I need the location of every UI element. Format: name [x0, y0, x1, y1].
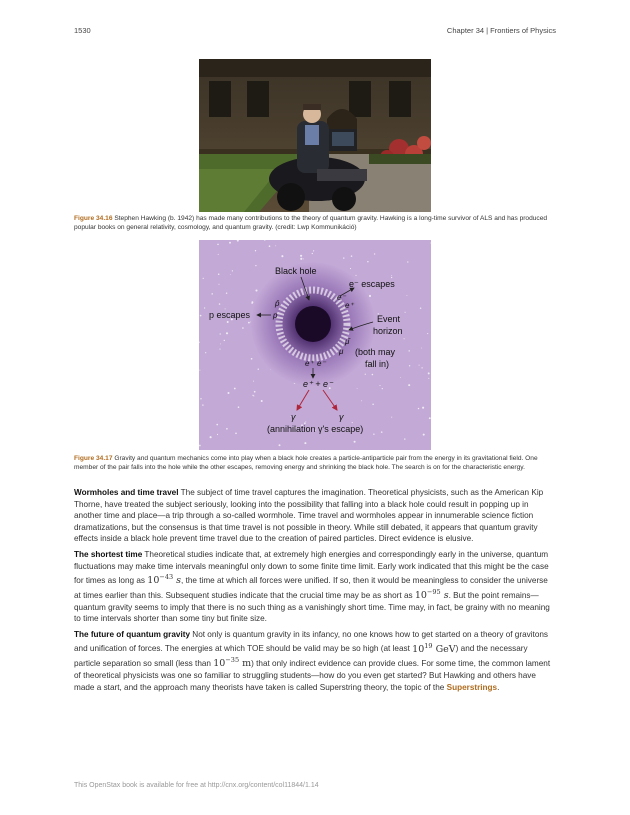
math-length: $10^{-35}$ m: [213, 656, 252, 670]
text-shortest-3: . But the point remains—quantum gravity seems to imply that there is no such thing as a vanishingly short time. Time may, in fact, be grainy with no meaning to time intervals shorter than some tiny but finite size.: [74, 591, 550, 624]
label-event: Event: [377, 314, 401, 324]
label-fall-in: fall in): [365, 359, 390, 369]
label-mu: μ: [339, 347, 344, 356]
text-shortest-1: Theoretical studies indicate that, at extremely high energies and correspondingly early in the universe, quantum fluctuations may make time intervals meaningful only down to some finite time limit. Early work indicated that this might be the case for times as long as: [74, 549, 549, 586]
math-energy: $10^{19}$ GeV: [412, 641, 456, 655]
footer-note: This OpenStax book is available for free at http://cnx.org/content/col11844/1.14: [74, 782, 319, 789]
label-p-bar: p̄: [275, 299, 280, 308]
label-e-escapes: e⁻ escapes: [349, 279, 395, 289]
paragraph-future: The future of quantum gravity Not only is quantum gravity in its infancy, no one knows how to get started on a theory of gravitons and unification of forces. The energies at which TOE should be valid may be so high (at least $10^{19}$ GeV) and the necessary particle separation so small (less than $10^{-35}$ m) that only indirect evidence can provide clues. For some time, the common lament of theoretical physicists was one so familiar to struggling students—how do you even get started? But Hawking and others have made a start, and the approach many theorists have taken is called Superstring theory, the topic of the Superstrings.: [74, 629, 551, 692]
text-future-2: ) and the necessary particle separation so small (less than: [74, 644, 528, 669]
superstrings-link[interactable]: Superstrings: [446, 682, 498, 692]
text-wormholes: The subject of time travel captures the imagination. Theoretical physicists, such as the American Kip Thorne, have treated the subject seriously, looking into the possibility that falling into a black hole could result in popping up in another time and place—a trip through a so-called wormhole. Time travel and wormholes appear in innumerable science fiction dramatizations, but the consensus is that time travel is not possible in theory. While still debated, it appears that quantum gravity effects inside a black hole prevent time travel due to the creation of paired particles. Direct evidence is elusive.: [74, 488, 544, 544]
heading-wormholes: Wormholes and time travel: [74, 488, 179, 497]
label-horizon: horizon: [373, 326, 403, 336]
black-hole-diagram: [199, 240, 431, 450]
label-e-minus-2: e⁻: [317, 359, 326, 368]
figure-17-text: Gravity and quantum mechanics come into play when a black hole creates a particle-antiparticle pair from the energy in its gravitational field. One member of the pair falls into the hole while the other escapes, removing energy and shrinking the black hole. The search is on for the characteristic energy.: [74, 455, 538, 471]
heading-future: The future of quantum gravity: [74, 629, 190, 639]
label-p-escapes: p escapes: [209, 310, 251, 320]
text-future-3: ) that only indirect evidence can provide clues. For some time, the common lament of theoretical physicists was one so familiar to struggling students—how do you even get started? But Hawking and others have made a start, and the approach many theorists have taken is called Superstring theory, the topic of the: [74, 659, 551, 692]
math-time-1: $10^{-43}$ s: [147, 573, 182, 587]
label-e-plus-2: e⁺: [305, 359, 314, 368]
chapter-title: Chapter 34 | Frontiers of Physics: [446, 26, 556, 35]
label-gamma-1: γ: [291, 412, 296, 422]
text-future-1: Not only is quantum gravity in its infancy, no one knows how to get started on a theory of gravitons and unification of forces. The energies at which TOE should be valid may be so high (at least: [74, 629, 549, 654]
body-text: [74, 487, 556, 697]
heading-shortest-time: The shortest time: [74, 549, 143, 559]
label-mu-bar: μ̄: [345, 337, 350, 346]
label-both-may: (both may: [355, 347, 396, 357]
paragraph-shortest-time: [74, 549, 556, 625]
label-gamma-2: γ: [339, 412, 344, 422]
hawking-photo: [199, 59, 431, 212]
math-time-2: $10^{-95}$ s: [414, 587, 449, 602]
figure-17-caption: [74, 455, 556, 472]
figure-17-label: Figure 34.17: [74, 455, 113, 462]
label-black-hole: Black hole: [275, 266, 317, 276]
label-e-minus: e⁻: [337, 293, 346, 302]
label-gamma-escape: (annihilation γ's escape): [267, 424, 364, 434]
page-number: 1530: [74, 26, 91, 35]
figure-16-caption: [74, 215, 556, 232]
text-shortest-2: , the time at which all forces were unified. If so, then it would be meaningless to consider the universe at times earlier than this. Subsequent studies indicate that the crucial time may be as short as: [74, 576, 548, 601]
label-e-plus: e⁺: [345, 301, 354, 310]
figure-16-label: Figure 34.16: [74, 215, 113, 222]
label-annihilation: e⁺ + e⁻: [303, 379, 333, 389]
paragraph-wormholes: [74, 487, 556, 545]
label-p: p: [273, 311, 278, 320]
figure-16-text: Stephen Hawking (b. 1942) has made many contributions to the theory of quantum gravity. Hawking is a long-time survivor of ALS and has produced popular books on general relativity, cosmology, and quantum gravity. (credit: Lwp Kommunikáció): [74, 215, 548, 231]
